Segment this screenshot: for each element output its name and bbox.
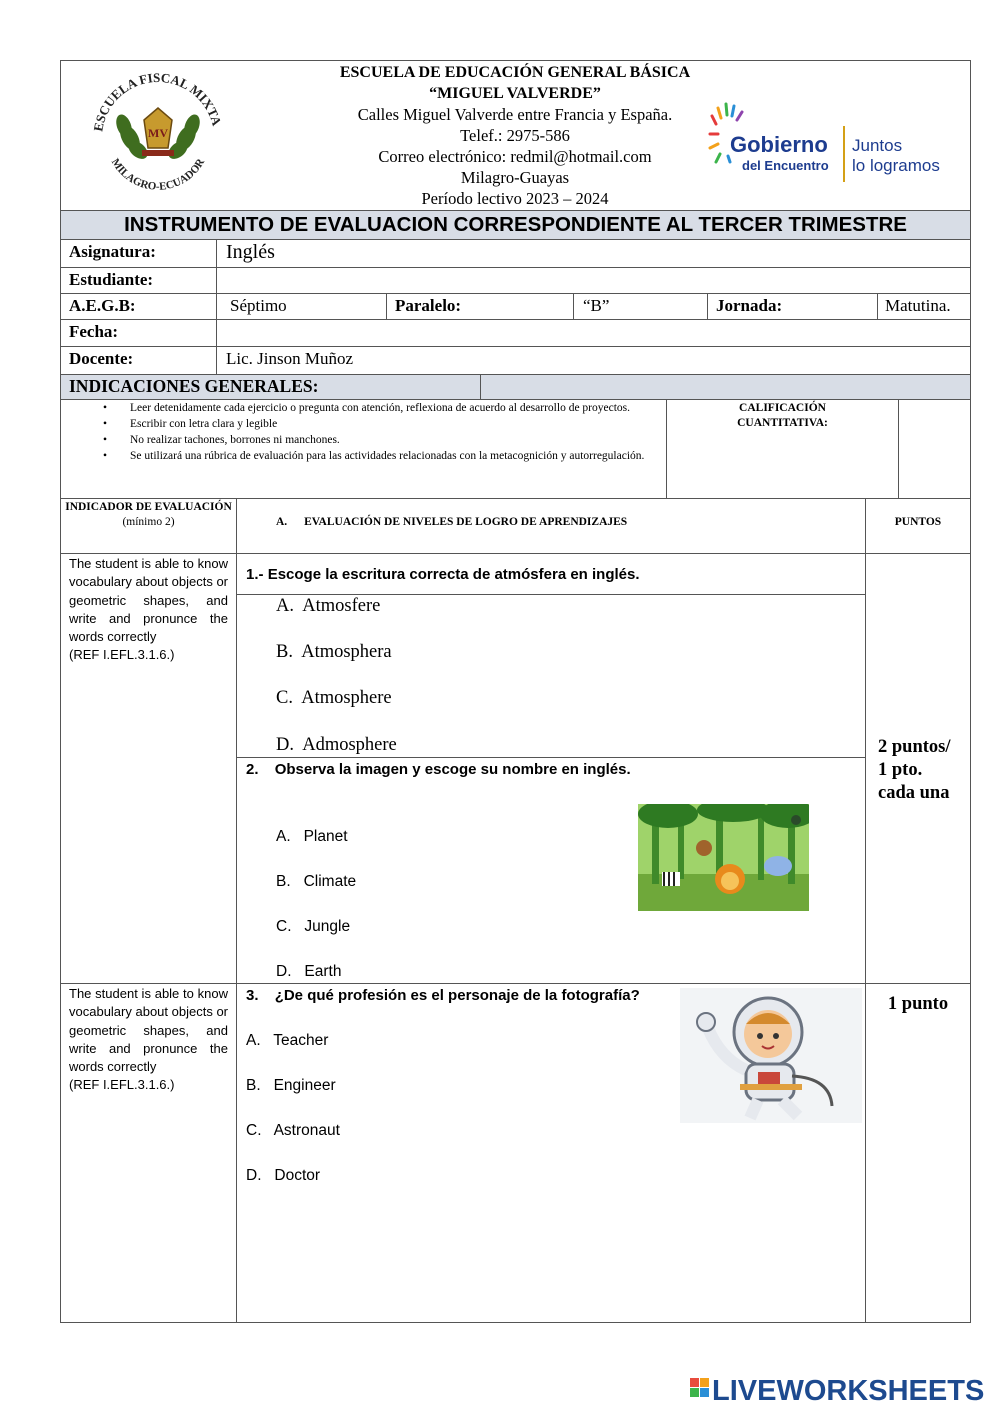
school-subname: “MIGUEL VALVERDE”	[429, 85, 601, 102]
teacher-label: Docente:	[69, 349, 134, 368]
logo-monogram: MV	[148, 126, 168, 140]
jungle-image	[638, 804, 809, 911]
student-label: Estudiante:	[69, 270, 154, 289]
brand-text: LIVEWORKSHEETS	[712, 1375, 985, 1406]
astronaut-image	[680, 988, 862, 1123]
question-2-option-c[interactable]: C. Jungle	[276, 918, 351, 935]
instruction-item: • Se utilizará una rúbrica de evaluación para las actividades relacionadas con la metacognición y autorregulación.	[130, 448, 730, 464]
grade-label: A.E.G.B:	[69, 296, 136, 315]
worksheet-frame	[60, 60, 971, 1323]
question-3-option-b[interactable]: B. Engineer	[246, 1077, 336, 1094]
indicator-text-1: The student is able to know vocabulary about objects or geometric shapes, and write and pronunce the words correctly (REF I.EFL.3.1.6.)	[69, 556, 228, 663]
subject-value: Inglés	[226, 241, 275, 263]
logo-arc-bottom: MILAGRO-ECUADOR	[108, 156, 208, 193]
page-title: INSTRUMENTO DE EVALUACION CORRESPONDIENTE AL TERCER TRIMESTRE	[124, 213, 907, 236]
gov-logo-name: Gobierno	[730, 132, 828, 157]
question-1-option-b[interactable]: B. Atmosphera	[276, 642, 392, 662]
school-phone: Telef.: 2975-586	[460, 126, 570, 145]
question-2-option-d[interactable]: D. Earth	[276, 963, 342, 980]
student-field[interactable]	[217, 268, 969, 292]
indicator-header: INDICADOR DE EVALUACIÓN (mínimo 2)	[65, 501, 232, 528]
school-email: Correo electrónico: redmil@hotmail.com	[378, 147, 652, 166]
school-header	[250, 62, 780, 209]
parallel-value: “B”	[583, 296, 610, 315]
school-city: Milagro-Guayas	[460, 168, 570, 187]
gov-slogan-1: Juntos	[852, 136, 903, 155]
points-group-1: 2 puntos/ 1 pto. cada una	[878, 737, 951, 803]
instruction-item: • No realizar tachones, borrones ni manchones.	[130, 432, 730, 448]
question-3-option-a[interactable]: A. Teacher	[246, 1032, 329, 1049]
instruction-item: • Escribir con letra clara y legible	[130, 416, 730, 432]
date-field[interactable]	[217, 320, 969, 345]
question-1-option-c[interactable]: C. Atmosphere	[276, 688, 392, 708]
school-period: Período lectivo 2023 – 2024	[421, 189, 609, 208]
school-address: Calles Miguel Valverde entre Francia y España.	[357, 105, 673, 124]
question-2-option-a[interactable]: A. Planet	[276, 828, 348, 845]
gov-slogan-2: lo logramos	[852, 156, 940, 175]
question-1-option-d[interactable]: D. Admosphere	[276, 735, 397, 755]
shift-label: Jornada:	[716, 296, 783, 315]
school-logo	[82, 68, 234, 196]
instructions-list	[70, 400, 730, 464]
logo-arc-top: ESCUELA FISCAL MIXTA	[90, 69, 225, 133]
question-3-option-d[interactable]: D. Doctor	[246, 1167, 321, 1184]
question-2: 2. Observa la imagen y escoge su nombre en inglés.	[246, 761, 631, 778]
instruction-item: • Leer detenidamente cada ejercicio o pregunta con atención, reflexiona de acuerdo al desarrollo de proyectos.	[130, 400, 730, 416]
question-3: 3. ¿De qué profesión es el personaje de la fotografía?	[246, 987, 640, 1004]
gov-logo-subname: del Encuentro	[742, 158, 829, 173]
teacher-value: Lic. Jinson Muñoz	[226, 349, 354, 368]
government-logo	[706, 100, 956, 182]
question-1: 1.- Escoge la escritura correcta de atmósfera en inglés.	[246, 566, 640, 583]
question-1-option-a[interactable]: A. Atmosfere	[276, 596, 381, 616]
shift-value: Matutina.	[885, 296, 951, 315]
question-3-option-c[interactable]: C. Astronaut	[246, 1122, 340, 1139]
school-name: ESCUELA DE EDUCACIÓN GENERAL BÁSICA	[339, 64, 691, 81]
date-label: Fecha:	[69, 322, 119, 341]
grade-box-label: CALIFICACIÓN CUANTITATIVA:	[737, 402, 828, 429]
question-2-option-b[interactable]: B. Climate	[276, 873, 357, 890]
section-header: A. EVALUACIÓN DE NIVELES DE LOGRO DE APRENDIZAJES	[276, 516, 628, 528]
subject-label: Asignatura:	[69, 242, 156, 261]
liveworksheets-logo	[690, 1372, 990, 1406]
grade-value: Séptimo	[230, 296, 287, 315]
points-group-2: 1 punto	[887, 994, 949, 1014]
points-header: PUNTOS	[894, 516, 942, 528]
indicator-text-2: The student is able to know vocabulary about objects or geometric shapes, and write and pronunce the words correctly (REF I.EFL.3.1.6.)	[69, 986, 228, 1093]
grade-box[interactable]	[899, 400, 970, 498]
parallel-label: Paralelo:	[395, 296, 462, 315]
instructions-heading: INDICACIONES GENERALES:	[69, 376, 319, 396]
